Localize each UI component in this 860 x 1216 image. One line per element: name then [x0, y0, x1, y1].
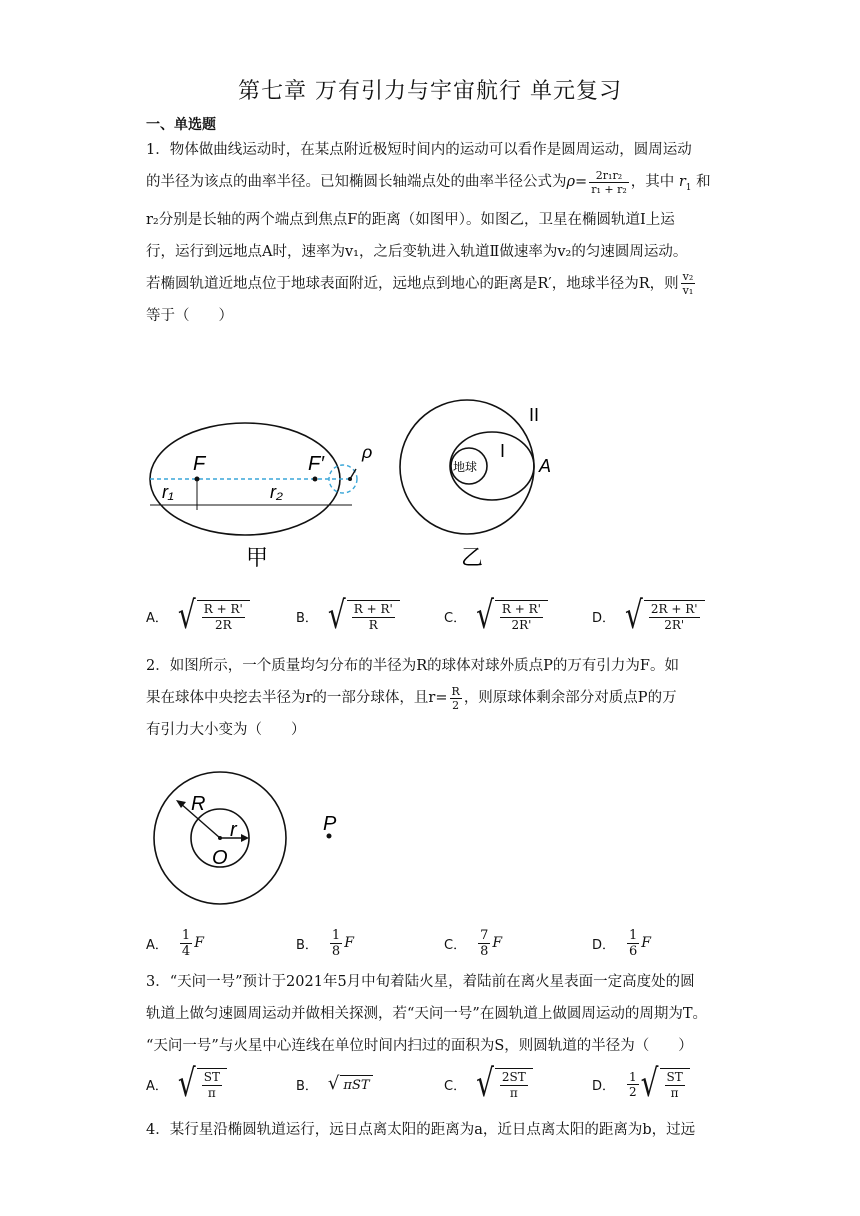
- q2-line-3: 有引力大小变为（ ）: [146, 722, 306, 738]
- q1-option-a[interactable]: A． √ $\frac{R + R'}{2R}$: [146, 596, 250, 636]
- point-p-label: P: [323, 813, 337, 835]
- q2-line-1: 2．如图所示，一个质量均匀分布的半径为R的球体对球外质点P的万有引力为F。如: [146, 658, 679, 674]
- rho-label: ρ: [362, 442, 373, 462]
- figure-sphere-cavity: [148, 768, 368, 913]
- q1-line-4: 行，运行到远地点A时，速率为v₁，之后变轨进入轨道Ⅱ做速率为v₂的匀速圆周运动。: [146, 243, 688, 260]
- q1-line-3: r₂分别是长轴的两个端点到焦点F的距离（如图甲）。如图乙，卫星在椭圆轨道Ⅰ上运: [146, 211, 675, 228]
- figure-ellipse-jia: [140, 400, 380, 580]
- curvature-fraction: $\frac{\text{2r₁r₂}}{\text{r₁ + r₂}}$: [591, 168, 627, 196]
- question-2: [146, 650, 718, 746]
- center-o-label: O: [212, 847, 228, 869]
- radius-big-label: R: [191, 793, 206, 815]
- q1-line-5: 若椭圆轨道近地点位于地球表面附近，远地点到地心的距离是R′，地球半径为R，则 $\frac{\text{v₂}}{\text{v₁}}$: [146, 270, 694, 298]
- radius-small-label: r: [230, 819, 237, 841]
- q3-option-c[interactable]: C． √ $\frac{2ST}{\pi}$: [444, 1064, 533, 1104]
- q2-option-b[interactable]: B． $\frac{1}{8}$ F: [296, 927, 354, 959]
- q3-line-2: 轨道上做匀速圆周运动并做相关探测，若“天问一号”在圆轨道上做圆周运动的周期为T。: [146, 1006, 707, 1022]
- earth-label: 地球: [453, 460, 478, 474]
- question-1: [146, 134, 718, 332]
- q1-line-1: 1．物体做曲线运动时，在某点附近极短时间内的运动可以看作是圆周运动，圆周运动: [146, 142, 692, 158]
- q1-line-2: 的半径为该点的曲率半径。已知椭圆长轴端点处的曲率半径公式为ρ= $\frac{\text{2r₁r₂}}{\text{r₁ + r₂}}$ ，其中 $r_1$ 和: [146, 168, 711, 196]
- orbit-i-label: I: [500, 441, 506, 461]
- orbit-ii-label: II: [529, 405, 540, 425]
- q1-option-d[interactable]: D． √ $\frac{2R + R'}{2R'}$: [592, 596, 705, 636]
- apogee-a-label: A: [539, 456, 552, 476]
- question-3: [146, 966, 718, 1062]
- figure-yi-caption: 乙: [461, 545, 484, 570]
- q2-options: [146, 923, 746, 963]
- q3-option-d[interactable]: D． $\frac{1}{2}$ √ $\frac{ST}{\pi}$: [592, 1064, 690, 1104]
- q3-line-1: 3．“天问一号”预计于2021年5月中旬着陆火星，着陆前在离火星表面一定高度处的圆: [146, 974, 695, 990]
- q2-line-2: 果在球体中央挖去半径为r的一部分球体，且r= $\frac{R}{2}$ ，则原球体剩余部分对质点P的万: [146, 684, 677, 712]
- focus-f-label: F: [193, 453, 206, 475]
- velocity-ratio-fraction: $\frac{\text{v₂}}{\text{v₁}}$: [682, 270, 694, 298]
- q3-options: [146, 1061, 746, 1106]
- focus-f-prime-label: F′: [308, 453, 324, 475]
- figure-orbits-yi: [395, 395, 570, 575]
- figure-jia-caption: 甲: [246, 545, 269, 570]
- q1-option-c[interactable]: C． √ $\frac{R + R'}{2R'}$: [444, 596, 548, 636]
- section-heading: 一、单选题: [146, 117, 216, 133]
- page-title: 第七章 万有引力与宇宙航行 单元复习: [238, 79, 622, 104]
- q1-option-b[interactable]: B． √ $\frac{R + R'}{R}$: [296, 596, 400, 636]
- q3-option-b[interactable]: B． √ πST: [296, 1064, 373, 1104]
- r-half-fraction: $\frac{R}{2}$: [451, 684, 460, 712]
- q1-line-6: 等于（ ）: [146, 307, 233, 324]
- q2-option-d[interactable]: D． $\frac{1}{6}$ F: [592, 927, 652, 959]
- q4-line-1: 4．某行星沿椭圆轨道运行，远日点离太阳的距离为a，近日点离太阳的距离为b，过远: [146, 1122, 696, 1138]
- r1-label: r₁: [162, 482, 174, 502]
- q2-option-a[interactable]: A． $\frac{1}{4}$ F: [146, 927, 204, 959]
- q3-option-a[interactable]: A． √ $\frac{ST}{\pi}$: [146, 1064, 227, 1104]
- q3-line-3: “天问一号”与火星中心连线在单位时间内扫过的面积为S，则圆轨道的半径为（ ）: [146, 1038, 693, 1054]
- q2-option-c[interactable]: C． $\frac{7}{8}$ F: [444, 927, 503, 959]
- q1-options: [146, 593, 746, 638]
- r2-label: r₂: [270, 482, 283, 502]
- question-4: [146, 1114, 718, 1146]
